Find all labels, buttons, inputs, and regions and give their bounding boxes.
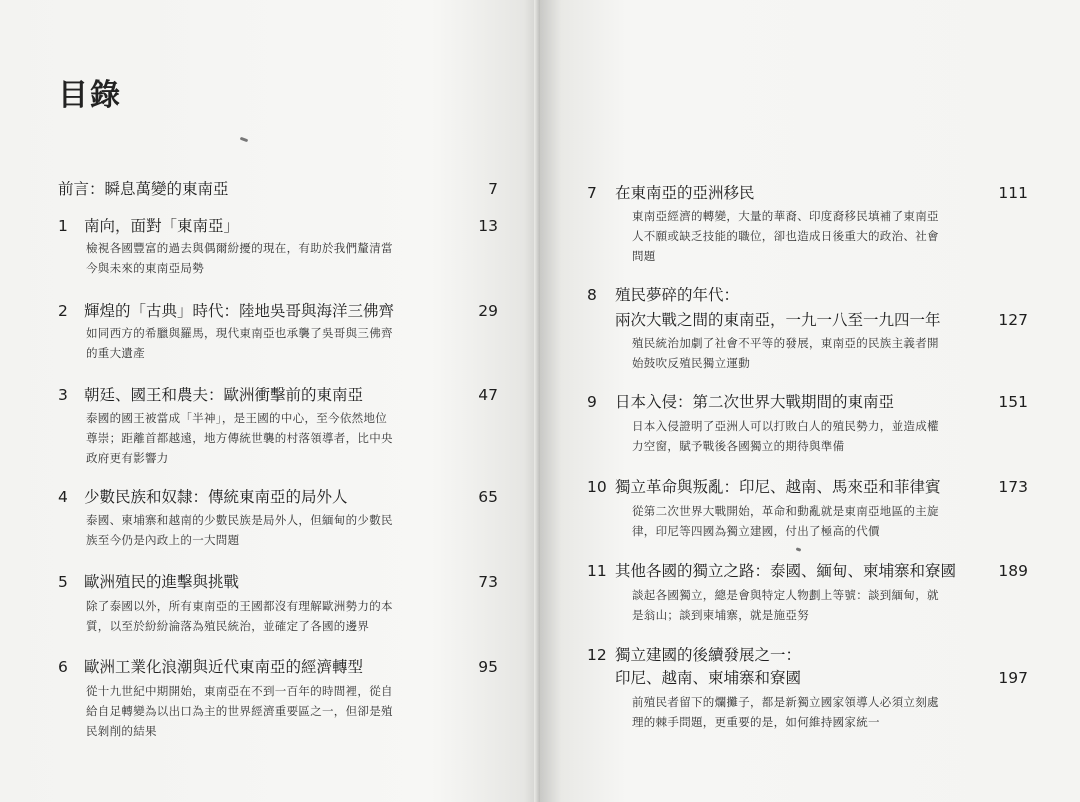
chapter-title: 獨立建國的後續發展之一： [615, 646, 802, 664]
description-line: 政府更有影響力 [86, 451, 169, 465]
description-line: 人不願或缺乏技能的職位，卻也造成日後重大的政治、社會 [632, 229, 939, 243]
chapter-page-number: 127 [998, 311, 1028, 329]
description-line: 民剝削的結果 [86, 724, 157, 738]
chapter-page-number: 197 [998, 669, 1028, 687]
chapter-title: 歐洲殖民的進擊與挑戰 [84, 573, 240, 591]
page-title: 目錄 [58, 78, 122, 113]
chapter-description [632, 416, 939, 456]
description-line: 力空窗，賦予戰後各國獨立的期待與準備 [632, 439, 845, 453]
chapter-number: 8 [587, 286, 597, 304]
chapter-page-number: 95 [478, 658, 498, 676]
toc-entry-preface[interactable] [58, 178, 498, 200]
toc-entry-chapter-12[interactable] [587, 644, 1028, 729]
paper-speck [240, 137, 249, 143]
chapter-number: 4 [58, 488, 68, 506]
description-line: 東南亞經濟的轉變，大量的華裔、印度裔移民填補了東南亞 [632, 209, 939, 223]
chapter-title: 少數民族和奴隸：傳統東南亞的局外人 [84, 488, 348, 506]
description-line: 日本入侵證明了亞洲人可以打敗白人的殖民勢力，並造成權 [632, 419, 939, 433]
description-line: 給自足轉變為以出口為主的世界經濟重要區之一，但卻是殖 [86, 704, 393, 718]
description-line: 律，印尼等四國為獨立建國，付出了極高的代價 [632, 524, 880, 538]
chapter-title-line-2: 印尼、越南、柬埔寨和寮國 [615, 669, 802, 687]
description-line: 如同西方的希臘與羅馬，現代東南亞也承襲了吳哥與三佛齊 [86, 326, 393, 340]
chapter-number: 5 [58, 573, 68, 591]
chapter-title: 殖民夢碎的年代： [615, 286, 740, 304]
chapter-title: 歐洲工業化浪潮與近代東南亞的經濟轉型 [84, 658, 364, 676]
description-line: 殖民統治加劇了社會不平等的發展，東南亞的民族主義者開 [632, 336, 939, 350]
chapter-page-number: 65 [478, 488, 498, 506]
description-line: 是翁山；談到柬埔寨，就是施亞努 [632, 608, 809, 622]
chapter-number: 7 [587, 184, 597, 202]
chapter-page-number: 29 [478, 302, 498, 320]
description-line: 今與未來的東南亞局勢 [86, 261, 204, 275]
description-line: 除了泰國以外，所有東南亞的王國都沒有理解歐洲勢力的本 [86, 599, 393, 613]
chapter-title: 獨立革命與叛亂：印尼、越南、馬來亞和菲律賓 [615, 478, 941, 496]
chapter-description [86, 323, 393, 363]
description-line: 尊崇；距離首都越遠，地方傳統世襲的村落領導者，比中央 [86, 431, 393, 445]
toc-entry-chapter-11[interactable] [587, 560, 1028, 622]
chapter-title: 日本入侵：第二次世界大戰期間的東南亞 [615, 393, 895, 411]
description-line: 泰國、柬埔寨和越南的少數民族是局外人，但緬甸的少數民 [86, 513, 393, 527]
chapter-description [632, 501, 939, 541]
chapter-page-number: 47 [478, 386, 498, 404]
description-line: 的重大遺產 [86, 346, 145, 360]
chapter-title: 輝煌的「古典」時代：陸地吳哥與海洋三佛齊 [84, 302, 395, 320]
toc-entry-chapter-8[interactable] [587, 284, 1028, 370]
chapter-title: 其他各國的獨立之路：泰國、緬甸、柬埔寨和寮國 [615, 562, 957, 580]
description-line: 始鼓吹反殖民獨立運動 [632, 356, 750, 370]
toc-entry-chapter-10[interactable] [587, 476, 1028, 538]
chapter-description [86, 408, 393, 468]
chapter-number: 11 [587, 562, 607, 580]
chapter-description [86, 510, 393, 550]
chapter-description [86, 238, 393, 278]
description-line: 族至今仍是內政上的一大問題 [86, 533, 240, 547]
chapter-number: 9 [587, 393, 597, 411]
chapter-page-number: 73 [478, 573, 498, 591]
chapter-title: 南向，面對「東南亞」 [84, 217, 240, 235]
chapter-description [632, 585, 939, 625]
chapter-title: 在東南亞的亞洲移民 [615, 184, 755, 202]
toc-entry-chapter-4[interactable] [58, 486, 498, 547]
entry-page-number: 7 [488, 180, 498, 198]
chapter-description [632, 206, 939, 266]
chapter-number: 1 [58, 217, 68, 235]
chapter-number: 10 [587, 478, 607, 496]
chapter-description [632, 692, 939, 732]
description-line: 理的棘手問題，更重要的是，如何維持國家統一 [632, 715, 880, 729]
chapter-page-number: 111 [998, 184, 1028, 202]
chapter-description [86, 596, 393, 636]
chapter-page-number: 13 [478, 217, 498, 235]
description-line: 泰國的國王被當成「半神」，是王國的中心，至今依然地位 [86, 411, 388, 425]
chapter-description [632, 333, 939, 373]
chapter-title-line-2: 兩次大戰之間的東南亞，一九一八至一九四一年 [615, 311, 941, 329]
chapter-number: 6 [58, 658, 68, 676]
chapter-number: 12 [587, 646, 607, 664]
toc-entry-chapter-7[interactable] [587, 182, 1028, 263]
toc-entry-chapter-3[interactable] [58, 384, 498, 465]
chapter-description [86, 681, 393, 741]
description-line: 檢視各國豐富的過去與偶爾紛擾的現在，有助於我們釐清當 [86, 241, 393, 255]
chapter-number: 2 [58, 302, 68, 320]
toc-entry-chapter-2[interactable] [58, 300, 498, 360]
chapter-number: 3 [58, 386, 68, 404]
toc-entry-chapter-5[interactable] [58, 571, 498, 633]
right-page [540, 0, 1080, 802]
toc-entry-chapter-6[interactable] [58, 656, 498, 738]
toc-entry-chapter-1[interactable] [58, 215, 498, 275]
chapter-page-number: 173 [998, 478, 1028, 496]
description-line: 質，以至於紛紛淪落為殖民統治，並確定了各國的邊界 [86, 619, 370, 633]
description-line: 前殖民者留下的爛攤子，都是新獨立國家領導人必須立刻處 [632, 695, 939, 709]
chapter-page-number: 151 [998, 393, 1028, 411]
description-line: 從第二次世界大戰開始，革命和動亂就是東南亞地區的主旋 [632, 504, 939, 518]
paper-speck [796, 547, 802, 552]
entry-title: 前言：瞬息萬變的東南亞 [58, 180, 229, 198]
description-line: 從十九世紀中期開始，東南亞在不到一百年的時間裡，從自 [86, 684, 393, 698]
chapter-page-number: 189 [998, 562, 1028, 580]
description-line: 談起各國獨立，總是會與特定人物劃上等號：談到緬甸，就 [632, 588, 939, 602]
toc-entry-chapter-9[interactable] [587, 391, 1028, 453]
chapter-title: 朝廷、國王和農夫：歐洲衝擊前的東南亞 [84, 386, 364, 404]
description-line: 問題 [632, 249, 656, 263]
